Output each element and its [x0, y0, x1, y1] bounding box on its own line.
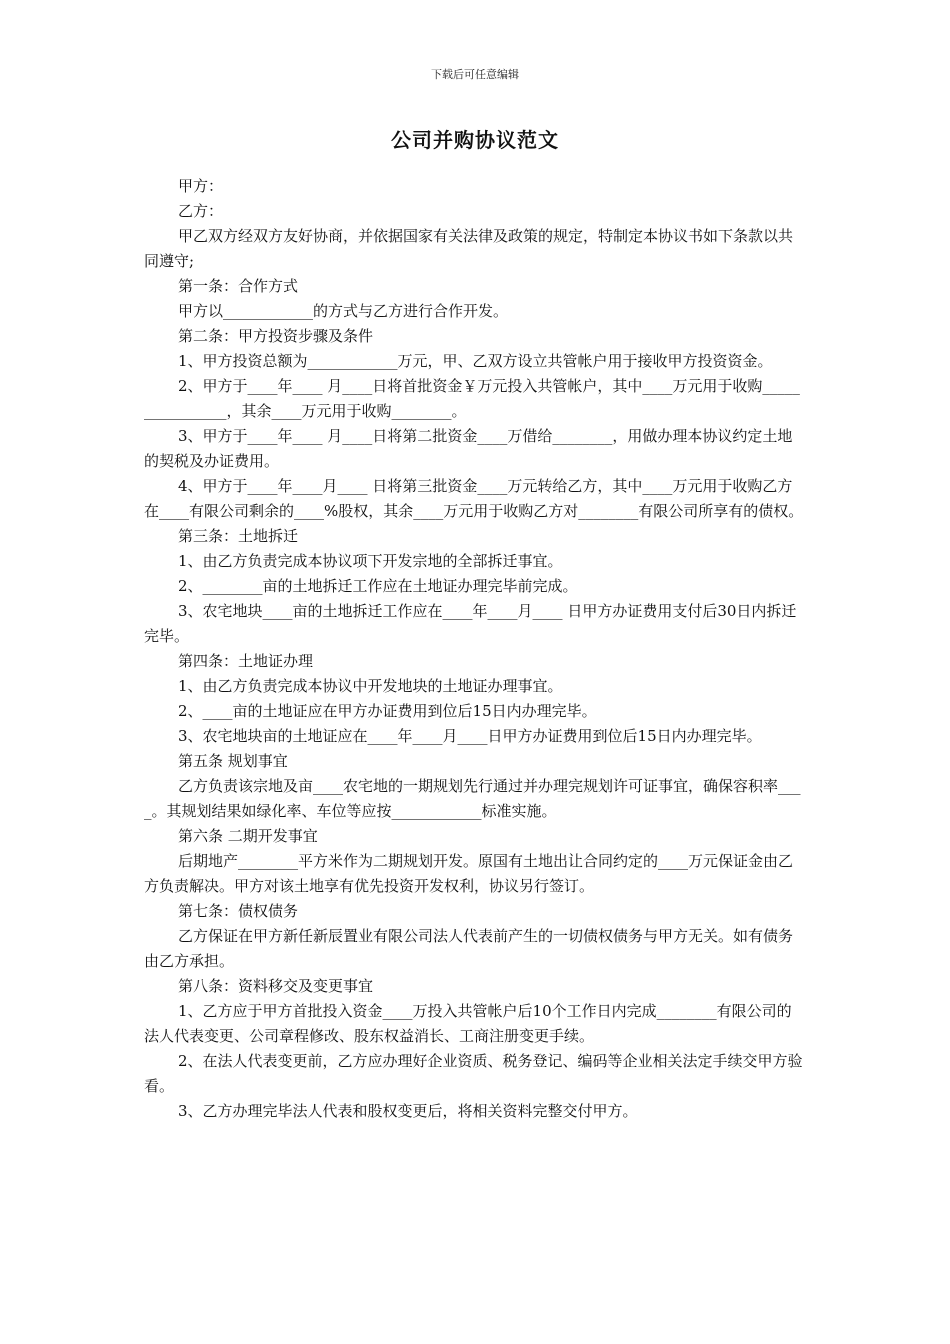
article-2-item-1: 1、甲方投资总额为____________万元，甲、乙双方设立共管帐户用于接收甲方投资资金。 [178, 352, 773, 370]
article-3-item-1: 1、由乙方负责完成本协议项下开发宗地的全部拆迁事宜。 [178, 552, 563, 570]
preamble: 甲乙双方经双方友好协商，并依据国家有关法律及政策的规定，特制定本协议书如下条款以共同遵守; [144, 227, 794, 270]
party-a-line: 甲方： [178, 177, 224, 195]
article-8-item-1: 1、乙方应于甲方首批投入资金____万投入共管帐户后10个工作日内完成________有限公司的法人代表变更、公司章程修改、股东权益消长、工商注册变更手续。 [144, 1002, 792, 1045]
article-5-heading: 第五条 规划事宜 [178, 752, 288, 770]
article-6-heading: 第六条 二期开发事宜 [178, 827, 318, 845]
article-7-heading: 第七条：债权债务 [178, 902, 299, 920]
article-2-item-3: 3、甲方于____年____ 月____日将第二批资金____万借给________，用做办理本协议约定土地的契税及办证费用。 [144, 427, 793, 470]
party-b-line: 乙方： [178, 202, 224, 220]
article-4-item-1: 1、由乙方负责完成本协议中开发地块的土地证办理事宜。 [178, 677, 563, 695]
article-6-text: 后期地产________平方米作为二期规划开发。原国有土地出让合同约定的____万元保证金由乙方负责解决。甲方对该土地享有优先投资开发权利，协议另行签订。 [144, 852, 794, 895]
article-7-text: 乙方保证在甲方新任新辰置业有限公司法人代表前产生的一切债权债务与甲方无关。如有债务由乙方承担。 [144, 927, 794, 970]
document-title: 公司并购协议范文 [391, 128, 559, 152]
article-4-item-3: 3、农宅地块亩的土地证应在____年____月____日甲方办证费用到位后15日内办理完毕。 [178, 727, 762, 745]
article-8-heading: 第八条：资料移交及变更事宜 [178, 977, 374, 995]
article-2-item-4: 4、甲方于____年____月____ 日将第三批资金____万元转给乙方，其中____万元用于收购乙方在____有限公司剩余的____%股权，其余____万元用于收购乙方对________有限公司所享有的债权。 [144, 477, 804, 520]
article-3-item-2: 2、________亩的土地拆迁工作应在土地证办理完毕前完成。 [178, 577, 578, 595]
article-3-heading: 第三条：土地拆迁 [178, 527, 299, 545]
article-8-item-3: 3、乙方办理完毕法人代表和股权变更后，将相关资料完整交付甲方。 [178, 1102, 638, 1120]
header-note: 下载后可任意编辑 [431, 68, 519, 81]
article-1-heading: 第一条：合作方式 [178, 277, 299, 295]
article-4-heading: 第四条：土地证办理 [178, 652, 314, 670]
article-8-item-2: 2、在法人代表变更前，乙方应办理好企业资质、税务登记、编码等企业相关法定手续交甲方验看。 [144, 1052, 803, 1095]
article-5-text: 乙方负责该宗地及亩____农宅地的一期规划先行通过并办理完规划许可证事宜，确保容积率____。其规划结果如绿化率、车位等应按____________标准实施。 [144, 777, 801, 820]
document-body [144, 174, 804, 1124]
article-1-text: 甲方以____________的方式与乙方进行合作开发。 [178, 302, 509, 320]
article-2-heading: 第二条：甲方投资步骤及条件 [178, 327, 374, 345]
article-4-item-2: 2、____亩的土地证应在甲方办证费用到位后15日内办理完毕。 [178, 702, 597, 720]
article-3-item-3: 3、农宅地块____亩的土地拆迁工作应在____年____月____ 日甲方办证费用支付后30日内拆迁完毕。 [144, 602, 797, 645]
article-2-item-2: 2、甲方于____年____ 月____日将首批资金￥万元投入共管帐户，其中____万元用于收购________________，其余____万元用于收购________。 [144, 377, 800, 420]
